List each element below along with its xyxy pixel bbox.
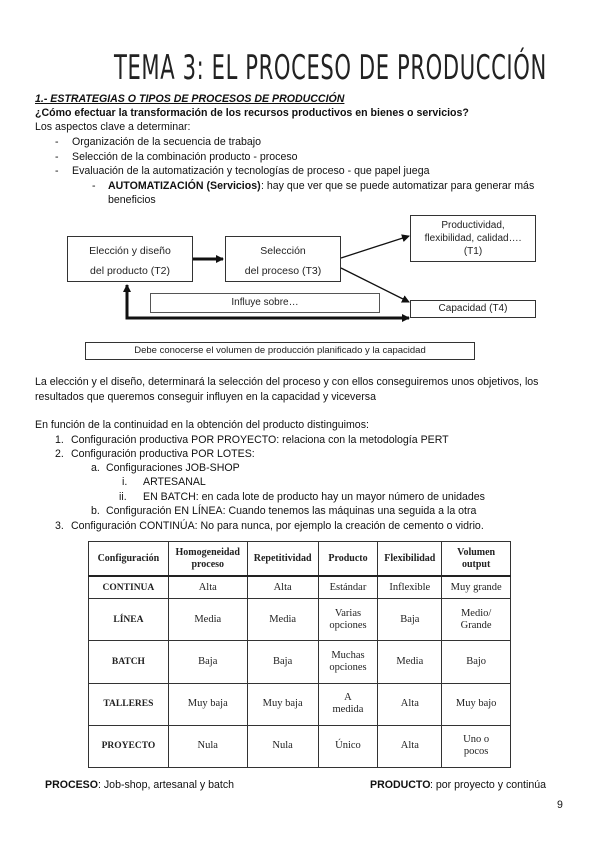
cell-line: BATCH	[111, 657, 145, 668]
table-cell	[247, 725, 318, 767]
cell-line: Baja	[400, 613, 420, 625]
table-cell	[318, 725, 378, 767]
list-item: Configuración productiva POR PROYECTO: relaciona con la metodología PERT	[71, 434, 449, 446]
table-row	[89, 725, 511, 767]
process-label: PROCESO	[45, 779, 98, 791]
cell-line: pocos	[463, 746, 489, 758]
box-influence: Influye sobre…	[150, 293, 380, 313]
table-cell	[378, 683, 442, 725]
table-cell	[168, 599, 247, 641]
row-label-cell	[89, 683, 169, 725]
list-item: ARTESANAL	[143, 476, 206, 488]
table-row	[89, 683, 511, 725]
box-volume-note: Debe conocerse el volumen de producción planificado y la capacidad	[85, 342, 475, 360]
row-label-cell	[89, 641, 169, 683]
box-line: del producto (T2)	[90, 265, 170, 277]
aspect-item: Organización de la secuencia de trabajo	[72, 136, 262, 148]
cell-line: Muy grande	[450, 581, 502, 593]
table-cell	[168, 576, 247, 599]
aspect-item: Evaluación de la automatización y tecnologías de proceso - que papel juega	[72, 165, 430, 177]
table-cell	[247, 683, 318, 725]
cell-line: Estándar	[329, 581, 367, 593]
table-body	[89, 576, 511, 768]
table-header-cell	[378, 542, 442, 577]
automation-text: : hay que ver que se puede automatizar para generar más	[261, 180, 535, 192]
table-cell	[378, 725, 442, 767]
bullet-dash: -	[55, 136, 59, 148]
cell-line: Baja	[198, 656, 218, 668]
paragraph-line: resultados que queremos conseguir influyen en la capacidad y viceversa	[35, 391, 376, 403]
cell-line: Uno o	[463, 734, 490, 746]
table-cell	[442, 725, 511, 767]
table-cell	[168, 683, 247, 725]
cell-line: Media	[194, 613, 222, 625]
row-label-cell	[89, 576, 169, 599]
header-line: Configuración	[97, 552, 160, 564]
cell-line: Baja	[273, 656, 293, 668]
section-heading: 1.- ESTRATEGIAS O TIPOS DE PROCESOS DE PRODUCCIÓN	[35, 93, 345, 105]
table-cell	[318, 683, 378, 725]
page-title: TEMA 3: EL PROCESO DE PRODUCCIÓN	[114, 48, 547, 88]
cell-line: CONTINUA	[102, 582, 155, 593]
table-cell	[247, 576, 318, 599]
product-label: PRODUCTO	[370, 779, 431, 791]
table-cell	[442, 683, 511, 725]
cell-line: Alta	[400, 740, 419, 752]
paragraph-line: La elección y el diseño, determinará la selección del proceso y con ellos conseguiremos unos objetivos, los	[35, 376, 539, 388]
row-label-cell	[89, 725, 169, 767]
question: ¿Cómo efectuar la transformación de los recursos productivos en bienes o servicios?	[35, 107, 469, 119]
box-line: flexibilidad, calidad….	[424, 233, 522, 244]
list-item: EN BATCH: en cada lote de producto hay un mayor número de unidades	[143, 491, 485, 503]
cell-line: opciones	[329, 619, 367, 631]
cell-line: Alta	[273, 581, 292, 593]
cell-line: LÍNEA	[113, 614, 144, 625]
list-marker: 3.	[55, 520, 64, 532]
cell-line: Muy baja	[187, 698, 228, 710]
bullet-dash: -	[55, 151, 59, 163]
cell-line: Nula	[272, 740, 293, 752]
table-cell	[247, 641, 318, 683]
header-line: output	[461, 558, 491, 570]
box-line: (T1)	[463, 246, 483, 257]
box-product-design	[67, 236, 193, 282]
cell-line: A	[344, 692, 352, 704]
bullet-dash: -	[55, 165, 59, 177]
list-item: Configuración EN LÍNEA: Cuando tenemos las máquinas una seguida a la otra	[106, 505, 477, 517]
table-header-cell	[318, 542, 378, 577]
box-line: Productividad,	[441, 220, 505, 231]
box-line: Elección y diseño	[89, 245, 171, 257]
table-row	[89, 576, 511, 599]
product-text: : por proyecto y continúa	[430, 779, 547, 791]
cell-line: Único	[335, 740, 361, 752]
header-line: Flexibilidad	[384, 552, 436, 564]
configuration-table	[88, 541, 511, 768]
table-header-cell	[247, 542, 318, 577]
list-marker: 2.	[55, 448, 64, 460]
cell-line: Muchas	[331, 650, 365, 662]
table-cell	[168, 641, 247, 683]
table-row	[89, 599, 511, 641]
list-marker: 1.	[55, 434, 64, 446]
box-line: Selección	[260, 245, 306, 257]
list-item: Configuración productiva POR LOTES:	[71, 448, 255, 460]
table-cell	[442, 599, 511, 641]
table-cell	[378, 576, 442, 599]
cell-line: Nula	[197, 740, 218, 752]
list-item: Configuración CONTINÚA: No para nunca, por ejemplo la creación de cemento o vidrio.	[71, 520, 484, 532]
automation-text-cont: beneficios	[108, 194, 156, 206]
cell-line: Grande	[460, 619, 492, 631]
cell-line: Bajo	[466, 656, 487, 668]
table-cell	[318, 641, 378, 683]
arrow-process-to-objectives	[341, 236, 409, 258]
table-cell	[442, 576, 511, 599]
cell-line: Media	[396, 656, 424, 668]
cell-line: medida	[332, 704, 364, 716]
cell-line: TALLERES	[103, 699, 154, 710]
table-cell	[378, 599, 442, 641]
box-capacity: Capacidad (T4)	[410, 300, 536, 318]
list-item: Configuraciones JOB-SHOP	[106, 462, 240, 474]
list-marker: ii.	[119, 491, 127, 503]
box-process-selection	[225, 236, 341, 282]
cell-line: Alta	[198, 581, 217, 593]
table-header-cell	[168, 542, 247, 577]
cell-line: Muy bajo	[455, 698, 497, 710]
table-cell	[247, 599, 318, 641]
bullet-dash: -	[92, 180, 96, 192]
table-cell	[318, 576, 378, 599]
box-objectives	[410, 215, 536, 262]
cell-line: Muy baja	[262, 698, 303, 710]
page-number: 9	[557, 799, 563, 811]
cell-line: Media	[269, 613, 297, 625]
cell-line: opciones	[329, 662, 367, 674]
box-line: del proceso (T3)	[244, 265, 322, 277]
header-line: Volumen	[457, 546, 496, 558]
table-header-row	[89, 542, 511, 577]
table-row	[89, 641, 511, 683]
aspect-item: Selección de la combinación producto - proceso	[72, 151, 298, 163]
list-marker: i.	[122, 476, 128, 488]
process-text: : Job-shop, artesanal y batch	[98, 779, 235, 791]
automation-label: AUTOMATIZACIÓN (Servicios)	[108, 180, 261, 192]
list-marker: a.	[91, 462, 100, 474]
cell-line: Alta	[400, 698, 419, 710]
table-header-cell	[442, 542, 511, 577]
cell-line: Medio/	[460, 607, 492, 619]
table-cell	[318, 599, 378, 641]
header-line: proceso	[191, 558, 225, 570]
table-cell	[168, 725, 247, 767]
row-label-cell	[89, 599, 169, 641]
aspects-intro: Los aspectos clave a determinar:	[35, 121, 191, 133]
table-header-cell	[89, 542, 169, 577]
cell-line: Inflexible	[389, 581, 431, 593]
list-marker: b.	[91, 505, 100, 517]
header-line: Producto	[328, 552, 368, 564]
continuity-intro: En función de la continuidad en la obtención del producto distinguimos:	[35, 419, 369, 431]
table-cell	[442, 641, 511, 683]
cell-line: Varias	[334, 607, 362, 619]
cell-line: PROYECTO	[101, 741, 156, 752]
header-line: Repetitividad	[253, 552, 312, 564]
header-line: Homogeneidad	[175, 546, 240, 558]
table-cell	[378, 641, 442, 683]
